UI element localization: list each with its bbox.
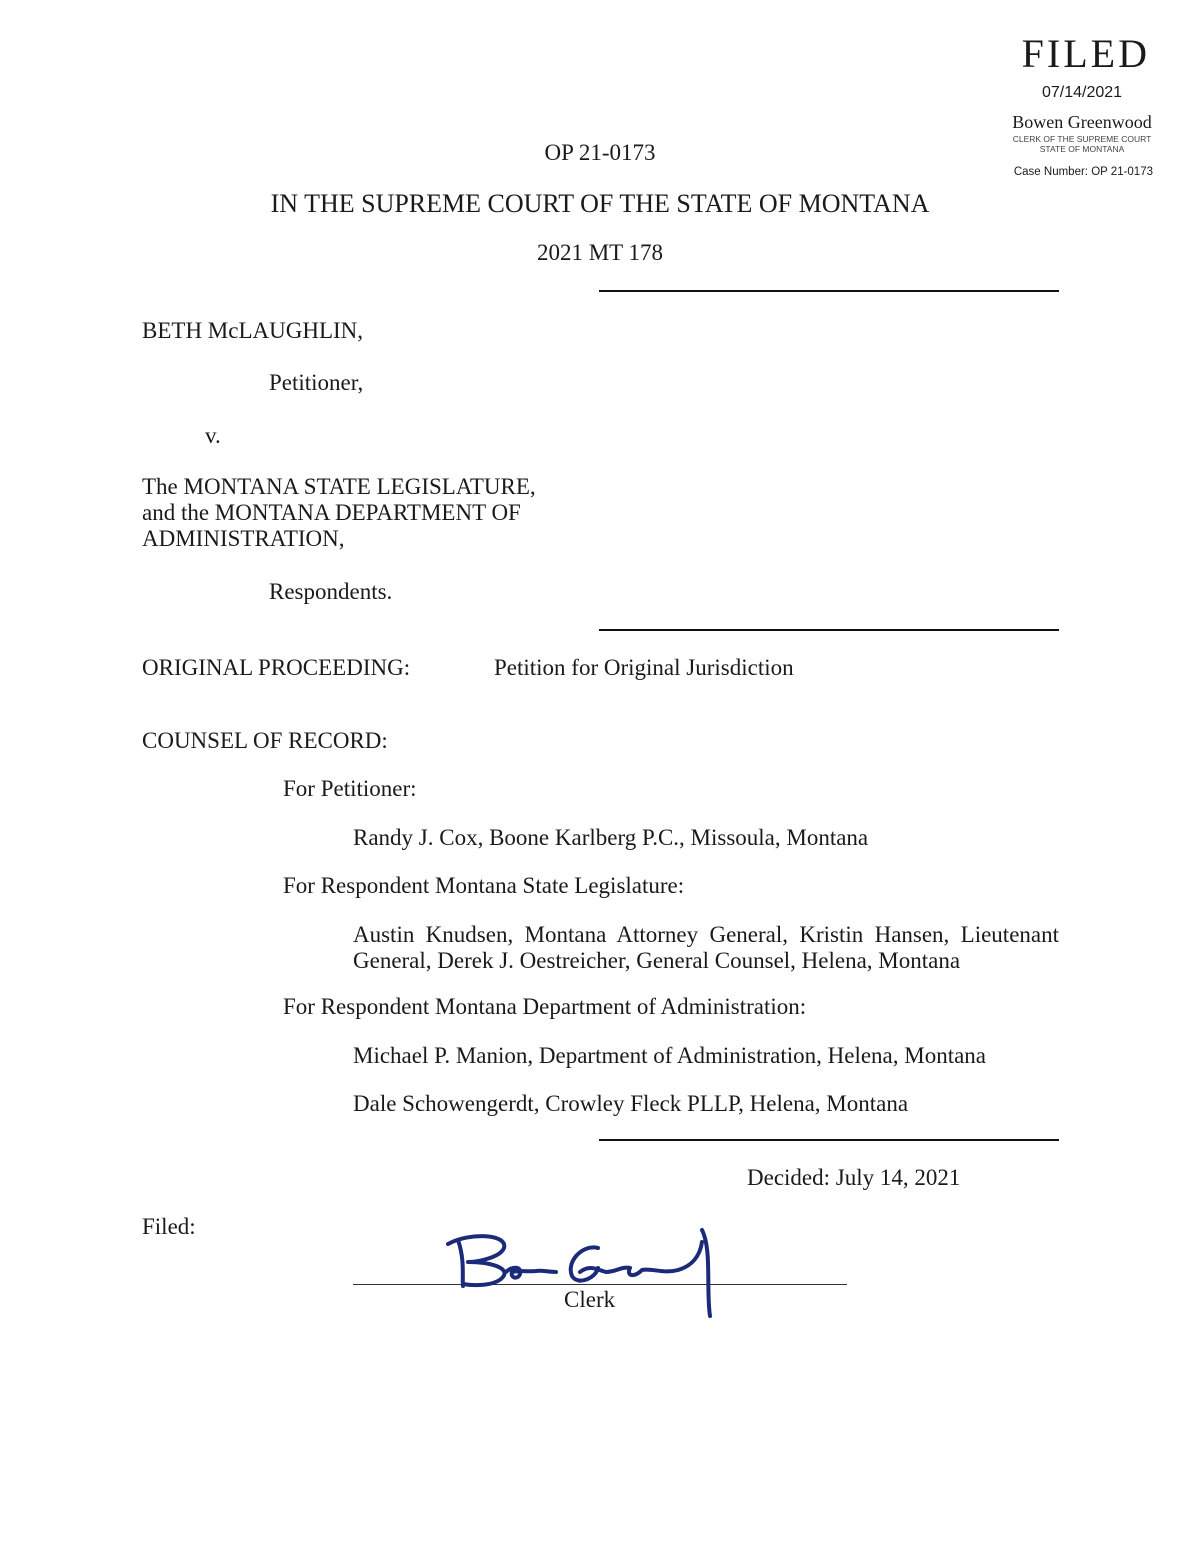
filed-label: Filed: — [142, 1214, 196, 1239]
respondents-line: The MONTANA STATE LEGISLATURE, — [142, 474, 536, 499]
counsel-group-label: For Petitioner: — [283, 776, 417, 801]
versus: v. — [205, 423, 221, 448]
divider — [599, 1139, 1059, 1141]
proceeding-label: ORIGINAL PROCEEDING: — [142, 655, 411, 680]
filed-stamp-date: 07/14/2021 — [1041, 84, 1123, 101]
court-title: IN THE SUPREME COURT OF THE STATE OF MONTANA — [270, 189, 930, 218]
petitioner-name: BETH McLAUGHLIN, — [142, 318, 364, 343]
respondents-line: and the MONTANA DEPARTMENT OF — [142, 500, 521, 525]
clerk-title-line: CLERK OF THE SUPREME COURT — [1012, 134, 1152, 144]
clerk-title-line: STATE OF MONTANA — [1039, 144, 1125, 154]
filed-stamp-case-number: Case Number: OP 21-0173 — [1013, 166, 1153, 178]
counsel-entry: Randy J. Cox, Boone Karlberg P.C., Missoula, Montana — [353, 825, 869, 850]
counsel-entry: Michael P. Manion, Department of Administration, Helena, Montana — [353, 1043, 987, 1068]
clerk-label: Clerk — [564, 1287, 616, 1312]
petitioner-role: Petitioner, — [269, 370, 364, 395]
divider — [599, 629, 1059, 631]
respondents-line: ADMINISTRATION, — [142, 526, 345, 551]
filed-stamp-heading: FILED — [1021, 31, 1150, 76]
divider — [599, 290, 1059, 292]
counsel-heading: COUNSEL OF RECORD: — [142, 728, 388, 753]
counsel-group-label: For Respondent Montana State Legislature: — [283, 873, 685, 898]
op-number: OP 21-0173 — [544, 140, 656, 165]
decided-date: Decided: July 14, 2021 — [747, 1165, 961, 1190]
citation: 2021 MT 178 — [536, 240, 664, 265]
filed-stamp-clerk-name: Bowen Greenwood — [1012, 112, 1152, 132]
counsel-group-label: For Respondent Montana Department of Administration: — [283, 994, 807, 1019]
counsel-entry: Dale Schowengerdt, Crowley Fleck PLLP, Helena, Montana — [353, 1091, 909, 1116]
proceeding-value: Petition for Original Jurisdiction — [494, 655, 794, 680]
respondents-role: Respondents. — [269, 579, 393, 604]
counsel-entry: Austin Knudsen, Montana Attorney General, Kristin Hansen, Lieutenant General, Derek J. Oestreicher, General Counsel, Helena, Montana — [353, 922, 1059, 973]
